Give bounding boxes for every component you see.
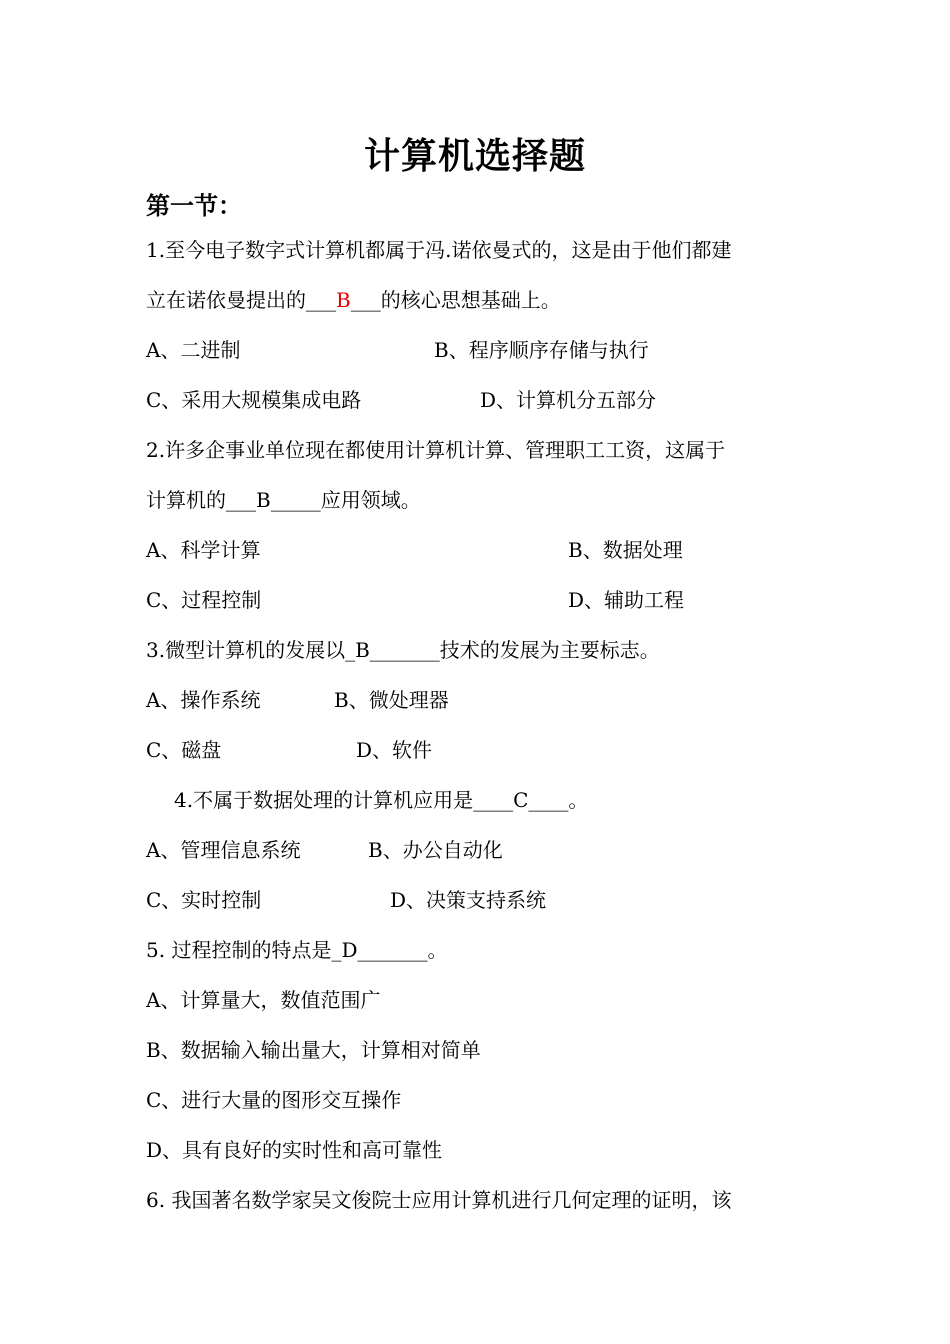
page-title: 计算机选择题 — [363, 136, 586, 177]
question-1-text-before: 立在诺依曼提出的___ — [146, 288, 336, 312]
question-1-line-1: 1.至今电子数字式计算机都属于冯.诺依曼式的，这是由于他们都建 — [146, 238, 732, 262]
question-1-option-b: B、程序顺序存储与执行 — [434, 338, 649, 362]
question-4-option-c: C、实时控制 — [146, 888, 262, 912]
question-3-line-1: 3.微型计算机的发展以_B_______技术的发展为主要标志。 — [146, 638, 660, 662]
question-5-option-d: D、具有良好的实时性和高可靠性 — [146, 1138, 443, 1162]
question-6-line-1: 6. 我国著名数学家吴文俊院士应用计算机进行几何定理的证明，该 — [146, 1188, 732, 1212]
question-2-option-b: B、数据处理 — [568, 538, 683, 562]
question-1-answer: B — [336, 288, 351, 312]
question-2-line-1: 2.许多企事业单位现在都使用计算机计算、管理职工工资，这属于 — [146, 438, 726, 462]
question-1-option-d: D、计算机分五部分 — [480, 388, 657, 412]
question-1-option-c: C、采用大规模集成电路 — [146, 388, 362, 412]
question-4-line-1: 4.不属于数据处理的计算机应用是____C____。 — [174, 788, 589, 812]
question-5-option-a: A、计算量大，数值范围广 — [146, 988, 381, 1012]
question-2-option-c: C、过程控制 — [146, 588, 262, 612]
question-3-option-a: A、操作系统 — [146, 688, 261, 712]
question-3-option-d: D、软件 — [356, 738, 433, 762]
question-2-line-2: 计算机的___B_____应用领域。 — [146, 488, 421, 512]
question-4-option-a: A、管理信息系统 — [146, 838, 301, 862]
question-4-option-d: D、决策支持系统 — [390, 888, 547, 912]
question-3-option-c: C、磁盘 — [146, 738, 222, 762]
question-1-text-after: ___的核心思想基础上。 — [350, 288, 561, 312]
section-heading: 第一节： — [146, 192, 242, 220]
question-2-option-d: D、辅助工程 — [568, 588, 685, 612]
question-1-line-2 — [146, 286, 561, 314]
question-3-option-b: B、微处理器 — [334, 688, 449, 712]
question-1-option-a: A、二进制 — [146, 338, 241, 362]
question-5-option-c: C、进行大量的图形交互操作 — [146, 1088, 402, 1112]
question-5-line-1: 5. 过程控制的特点是_D_______。 — [146, 938, 448, 962]
question-4-option-b: B、办公自动化 — [368, 838, 503, 862]
question-2-option-a: A、科学计算 — [146, 538, 261, 562]
question-5-option-b: B、数据输入输出量大，计算相对简单 — [146, 1038, 481, 1062]
